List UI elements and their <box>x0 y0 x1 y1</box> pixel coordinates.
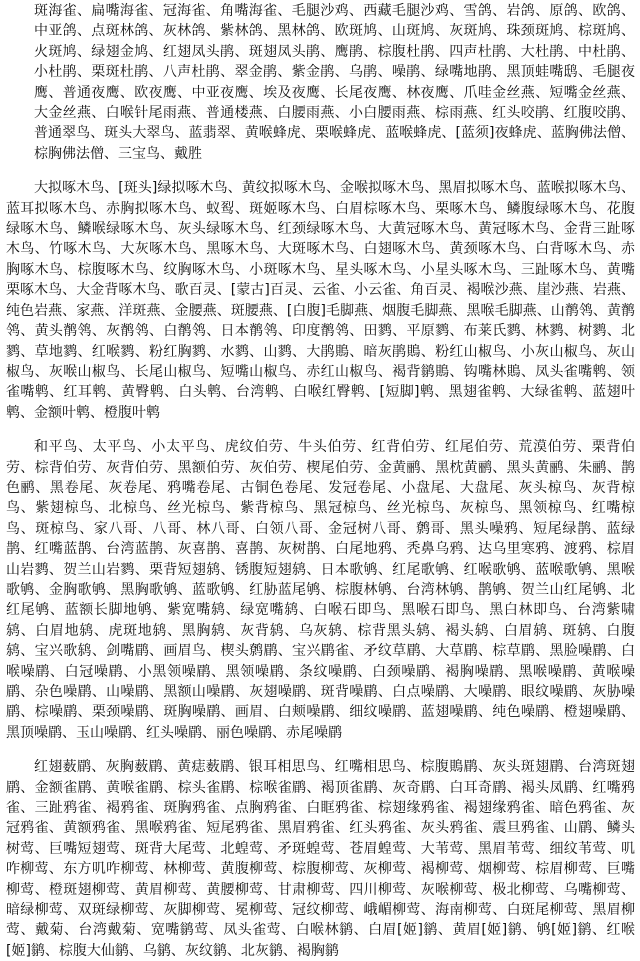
paragraph-1: 斑海雀、扁嘴海雀、冠海雀、角嘴海雀、毛腿沙鸡、西藏毛腿沙鸡、雪鸽、岩鸽、原鸽、欧鸽、中亚鸽、点斑林鸽、灰林鸽、紫林鸽、黑林鸽、欧斑鸠、山斑鸠、灰斑鸠、珠颈斑鸠、棕斑鸠、火斑鸠、绿翅金鸠、红翅凤头鹃、斑翅凤头鹃、鹰鹃、棕腹杜鹃、四声杜鹃、大杜鹃、中杜鹃、小杜鹃、栗斑杜鹃、八声杜鹃、翠金鹃、紫金鹃、乌鹃、噪鹃、绿嘴地鹃、黑顶蛙嘴鸱、毛腿夜鹰、普通夜鹰、欧夜鹰、中亚夜鹰、埃及夜鹰、长尾夜鹰、林夜鹰、爪哇金丝燕、短嘴金丝燕、大金丝燕、白喉针尾雨燕、普通楼燕、白腰雨燕、小白腰雨燕、棕雨燕、红头咬鹃、红腹咬鹃、普通翠鸟、斑头大翠鸟、蓝翡翠、黄喉蜂虎、栗喉蜂虎、蓝喉蜂虎、[蓝须]夜蜂虎、蓝胸佛法僧、棕胸佛法僧、三宝鸟、戴胜 <box>34 3 635 162</box>
paragraph-gap <box>6 743 635 757</box>
paragraph-2: 大拟啄木鸟、[斑头]绿拟啄木鸟、黄纹拟啄木鸟、金喉拟啄木鸟、黑眉拟啄木鸟、蓝喉拟啄木鸟、蓝耳拟啄木鸟、赤胸拟啄木鸟、蚁䴕、斑姬啄木鸟、白眉棕啄木鸟、栗啄木鸟、鳞腹绿啄木鸟、花腹绿啄木鸟、鳞喉绿啄木鸟、灰头绿啄木鸟、红颈绿啄木鸟、大黄冠啄木鸟、黄冠啄木鸟、金背三趾啄木鸟、竹啄木鸟、大灰啄木鸟、黑啄木鸟、大斑啄木鸟、白翅啄木鸟、黄颈啄木鸟、白背啄木鸟、赤胸啄木鸟、棕腹啄木鸟、纹胸啄木鸟、小斑啄木鸟、星头啄木鸟、小星头啄木鸟、三趾啄木鸟、黄嘴栗啄木鸟、大金背啄木鸟、歌百灵、[蒙古]百灵、云雀、小云雀、角百灵、褐喉沙燕、崖沙燕、岩燕、纯色岩燕、家燕、洋斑燕、金腰燕、斑腰燕、[白腹]毛脚燕、烟腹毛脚燕、黑喉毛脚燕、山鹡鸰、黄鹡鸰、黄头鹡鸰、灰鹡鸰、白鹡鸰、日本鹡鸰、印度鹡鸰、田鹨、平原鹨、布莱氏鹨、林鹨、树鹨、北鹨、草地鹨、红喉鹨、粉红胸鹨、水鹨、山鹨、大鹃鵙、暗灰鹃鵙、粉红山椒鸟、小灰山椒鸟、灰山椒鸟、灰喉山椒鸟、长尾山椒鸟、短嘴山椒鸟、赤红山椒鸟、褐背鹟鵙、钩嘴林鵙、凤头雀嘴鹎、领雀嘴鹎、红耳鹎、黄臀鹎、白头鹎、台湾鹎、白喉红臀鹎、[短脚]鹎、黑翅雀鹎、大绿雀鹎、蓝翅叶鹎、金额叶鹎、橙腹叶鹎 <box>6 180 635 421</box>
paragraph-gap <box>6 423 635 437</box>
paragraph-3: 和平鸟、太平鸟、小太平鸟、虎纹伯劳、牛头伯劳、红背伯劳、红尾伯劳、荒漠伯劳、栗背伯劳、棕背伯劳、灰背伯劳、黑额伯劳、灰伯劳、楔尾伯劳、金黄鹂、黑枕黄鹂、黑头黄鹂、朱鹂、鹊色鹂、黑卷尾、灰卷尾、鸦嘴卷尾、古铜色卷尾、发冠卷尾、小盘尾、大盘尾、灰头椋鸟、灰背椋鸟、紫翅椋鸟、北椋鸟、丝光椋鸟、紫背椋鸟、黑冠椋鸟、丝光椋鸟、灰椋鸟、黑领椋鸟、红嘴椋鸟、斑椋鸟、家八哥、八哥、林八哥、白领八哥、金冠树八哥、鹩哥、黑头噪鸦、短尾绿鹊、蓝绿鹊、红嘴蓝鹊、台湾蓝鹊、灰喜鹊、喜鹊、灰树鹊、白尾地鸦、秃鼻乌鸦、达乌里寒鸦、渡鸦、棕眉山岩鹨、贺兰山岩鹨、栗背短翅鸫、锈腹短翅鸫、日本歌鸲、红尾歌鸲、红喉歌鸲、蓝喉歌鸲、黑喉歌鸲、金胸歌鸲、黑胸歌鸲、蓝歌鸲、红胁蓝尾鸲、棕腹林鸲、台湾林鸲、鹊鸲、贺兰山红尾鸲、北红尾鸲、蓝额长脚地鸲、紫宽嘴鸫、绿宽嘴鸫、白喉石即鸟、黑喉石即鸟、黑白林即鸟、台湾紫啸鸫、白眉地鸫、虎斑地鸫、黑胸鸫、灰背鸫、乌灰鸫、棕背黑头鸫、褐头鸫、白眉鸫、斑鸫、白腹鸫、宝兴歌鸫、剑嘴鹛、画眉鸟、楔头鹩鹛、宝兴鹛雀、矛纹草鹛、大草鹛、棕草鹛、黑脸噪鹛、白喉噪鹛、白冠噪鹛、小黑领噪鹛、黑领噪鹛、条纹噪鹛、白颈噪鹛、褐胸噪鹛、黑喉噪鹛、黄喉噪鹛、杂色噪鹛、山噪鹛、黑额山噪鹛、灰翅噪鹛、斑背噪鹛、白点噪鹛、大噪鹛、眼纹噪鹛、灰胁噪鹛、棕噪鹛、栗颈噪鹛、斑胸噪鹛、画眉、白颊噪鹛、细纹噪鹛、蓝翅噪鹛、纯色噪鹛、橙翅噪鹛、黑顶噪鹛、玉山噪鹛、红头噪鹛、丽色噪鹛、赤尾噪鹛 <box>6 439 635 741</box>
paragraph-4: 红翅薮鹛、灰胸薮鹛、黄痣薮鹛、银耳相思鸟、红嘴相思鸟、棕腹鵙鹛、灰头斑翅鹛、台湾斑翅鹛、金额雀鹛、黄喉雀鹛、棕头雀鹛、棕喉雀鹛、褐顶雀鹛、灰奇鹛、白耳奇鹛、褐头凤鹛、红嘴鸦雀、三趾鸦雀、褐鸦雀、斑胸鸦雀、点胸鸦雀、白眶鸦雀、棕翅缘鸦雀、褐翅缘鸦雀、暗色鸦雀、灰冠鸦雀、黄额鸦雀、黑喉鸦雀、短尾鸦雀、黑眉鸦雀、红头鸦雀、灰头鸦雀、震旦鸦雀、山鹛、鳞头树莺、巨嘴短翅莺、斑背大尾莺、北蝗莺、矛斑蝗莺、苍眉蝗莺、大苇莺、黑眉苇莺、细纹苇莺、叽咋柳莺、东方叽咋柳莺、林柳莺、黄腹柳莺、棕腹柳莺、灰柳莺、褐柳莺、烟柳莺、棕眉柳莺、巨嘴柳莺、橙斑翅柳莺、黄眉柳莺、黄腰柳莺、甘肃柳莺、四川柳莺、灰喉柳莺、极北柳莺、乌嘴柳莺、暗绿柳莺、双斑绿柳莺、灰脚柳莺、冕柳莺、冠纹柳莺、峨嵋柳莺、海南柳莺、白斑尾柳莺、黑眉柳莺、戴菊、台湾戴菊、宽嘴鹟莺、凤头雀莺、白喉林鹟、白眉[姬]鹟、黄眉[姬]鹟、鸲[姬]鹟、红喉[姬]鹟、棕腹大仙鹟、乌鹟、灰纹鹟、北灰鹟、褐胸鹟 <box>6 759 635 959</box>
paragraph-gap <box>6 164 635 178</box>
